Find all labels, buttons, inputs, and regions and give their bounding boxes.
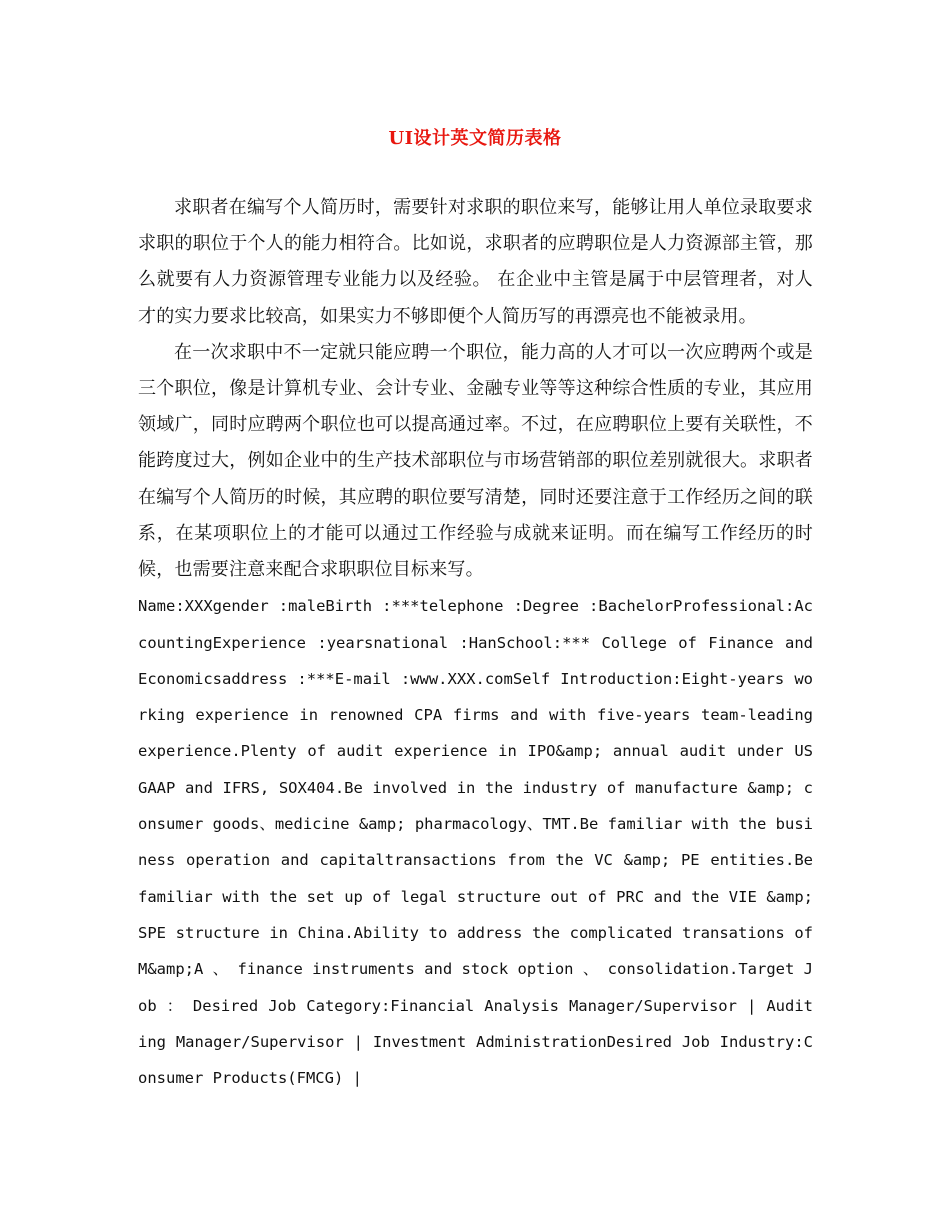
resume-sample-text: Name:XXXgender :maleBirth :***telephone :Degree :BachelorProfessional:AccountingExperience :yearsnational :HanSchool:*** College of Finance and Economicsaddress :***E-mail :www.XXX.comSelf Introduction:Eight-years working experience in renowned CPA firms and with five-years team-leading experience.Plenty of audit experience in IPO&amp; annual audit under US GAAP and IFRS, SOX404.Be involved in the industry of manufacture &amp; consumer goods、medicine &amp; pharmacology、TMT.Be familiar with the business operation and capitaltransactions from the VC &amp; PE entities.Be familiar with the set up of legal structure out of PRC and the VIE &amp; SPE structure in China.Ability to address the complicated transations of M&amp;A 、 finance instruments and stock option 、 consolidation.Target Job ： Desired Job Category:Financial Analysis Manager/Supervisor | Auditing Manager/Supervisor | Investment AdministrationDesired Job Industry:Consumer Products(FMCG) | (138, 597, 813, 1088)
paragraph-multiple-positions: 在一次求职中不一定就只能应聘一个职位，能力高的人才可以一次应聘两个或是三个职位，像是计算机专业、会计专业、金融专业等等这种综合性质的专业，其应用领域广，同时应聘两个职位也可以提高通过率。不过，在应聘职位上要有关联性，不能跨度过大，例如企业中的生产技术部职位与市场营销部的职位差别就很大。求职者在编写个人简历的时候，其应聘的职位要写清楚，同时还要注意于工作经历之间的联系，在某项职位上的才能可以通过工作经验与成就来证明。而在编写工作经历的时候，也需要注意来配合求职职位目标来写。 (138, 341, 813, 581)
paragraph-resume-targeting: 求职者在编写个人简历时，需要针对求职的职位来写，能够让用人单位录取要求求职的职位于个人的能力相符合。比如说，求职者的应聘职位是人力资源部主管，那么就要有人力资源管理专业能力以及经验。 在企业中主管是属于中层管理者，对人才的实力要求比较高，如果实力不够即便个人简历写的再漂亮也不能被录用。 (138, 197, 813, 327)
document-body (138, 190, 813, 1096)
document-title: UI设计英文简历表格 (388, 128, 562, 149)
